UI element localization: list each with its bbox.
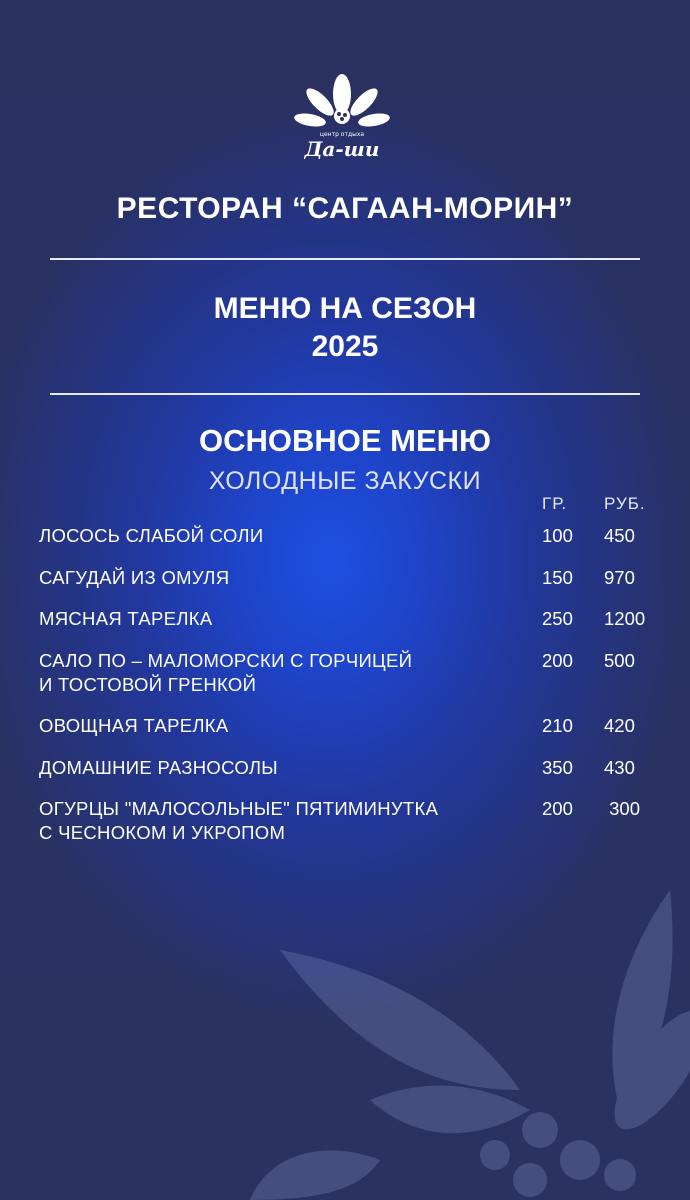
menu-item-price: 300 (604, 798, 641, 819)
menu-item-price: 420 (604, 715, 635, 736)
menu-item-price: 450 (604, 525, 635, 546)
menu-item-name: ОГУРЦЫ "МАЛОСОЛЬНЫЕ" ПЯТИМИНУТКА С ЧЕСНОКОМ И УКРОПОМ (39, 798, 439, 843)
menu-item-name: МЯСНАЯ ТАРЕЛКА (39, 608, 213, 629)
grams-column-header: ГР. (542, 494, 568, 513)
menu-item-name: САЛО ПО – МАЛОМОРСКИ С ГОРЧИЦЕЙ И ТОСТОВОЙ ГРЕНКОЙ (39, 650, 413, 695)
menu-item-price: 1200 (604, 608, 646, 629)
menu-item-name: ДОМАШНИЕ РАЗНОСОЛЫ (39, 757, 278, 778)
subsection-title: ХОЛОДНЫЕ ЗАКУСКИ (208, 467, 482, 495)
season-title (0, 290, 690, 366)
edelweiss-watermark-icon (240, 870, 690, 1200)
logo-tagline: центр отдыха (319, 131, 365, 138)
season-year: 2025 (311, 330, 379, 363)
menu-item-price: 500 (604, 650, 635, 671)
top-divider (50, 258, 640, 260)
menu-item-price: 970 (604, 567, 635, 588)
menu-item-grams: 350 (542, 757, 573, 778)
section-title: ОСНОВНОЕ МЕНЮ (198, 423, 492, 458)
edelweiss-logo-icon (290, 72, 394, 162)
menu-item-grams: 200 (542, 650, 573, 671)
menu-item-grams: 210 (542, 715, 573, 736)
menu-item-grams: 200 (542, 798, 573, 819)
menu-item-grams: 150 (542, 567, 573, 588)
menu-item-grams: 100 (542, 525, 573, 546)
bottom-divider (50, 393, 640, 395)
menu-item-name: ЛОСОСЬ СЛАБОЙ СОЛИ (39, 525, 264, 546)
season-title-line1: МЕНЮ НА СЕЗОН (213, 292, 477, 325)
menu-item-name: САГУДАЙ ИЗ ОМУЛЯ (39, 567, 230, 588)
restaurant-title: РЕСТОРАН “САГААН-МОРИН” (116, 192, 574, 225)
menu-item-name: ОВОЩНАЯ ТАРЕЛКА (39, 715, 229, 736)
rubles-column-header: РУБ. (604, 494, 646, 513)
menu-item-price: 430 (604, 757, 635, 778)
logo-name: Да-ши (304, 137, 380, 161)
menu-item-grams: 250 (542, 608, 573, 629)
